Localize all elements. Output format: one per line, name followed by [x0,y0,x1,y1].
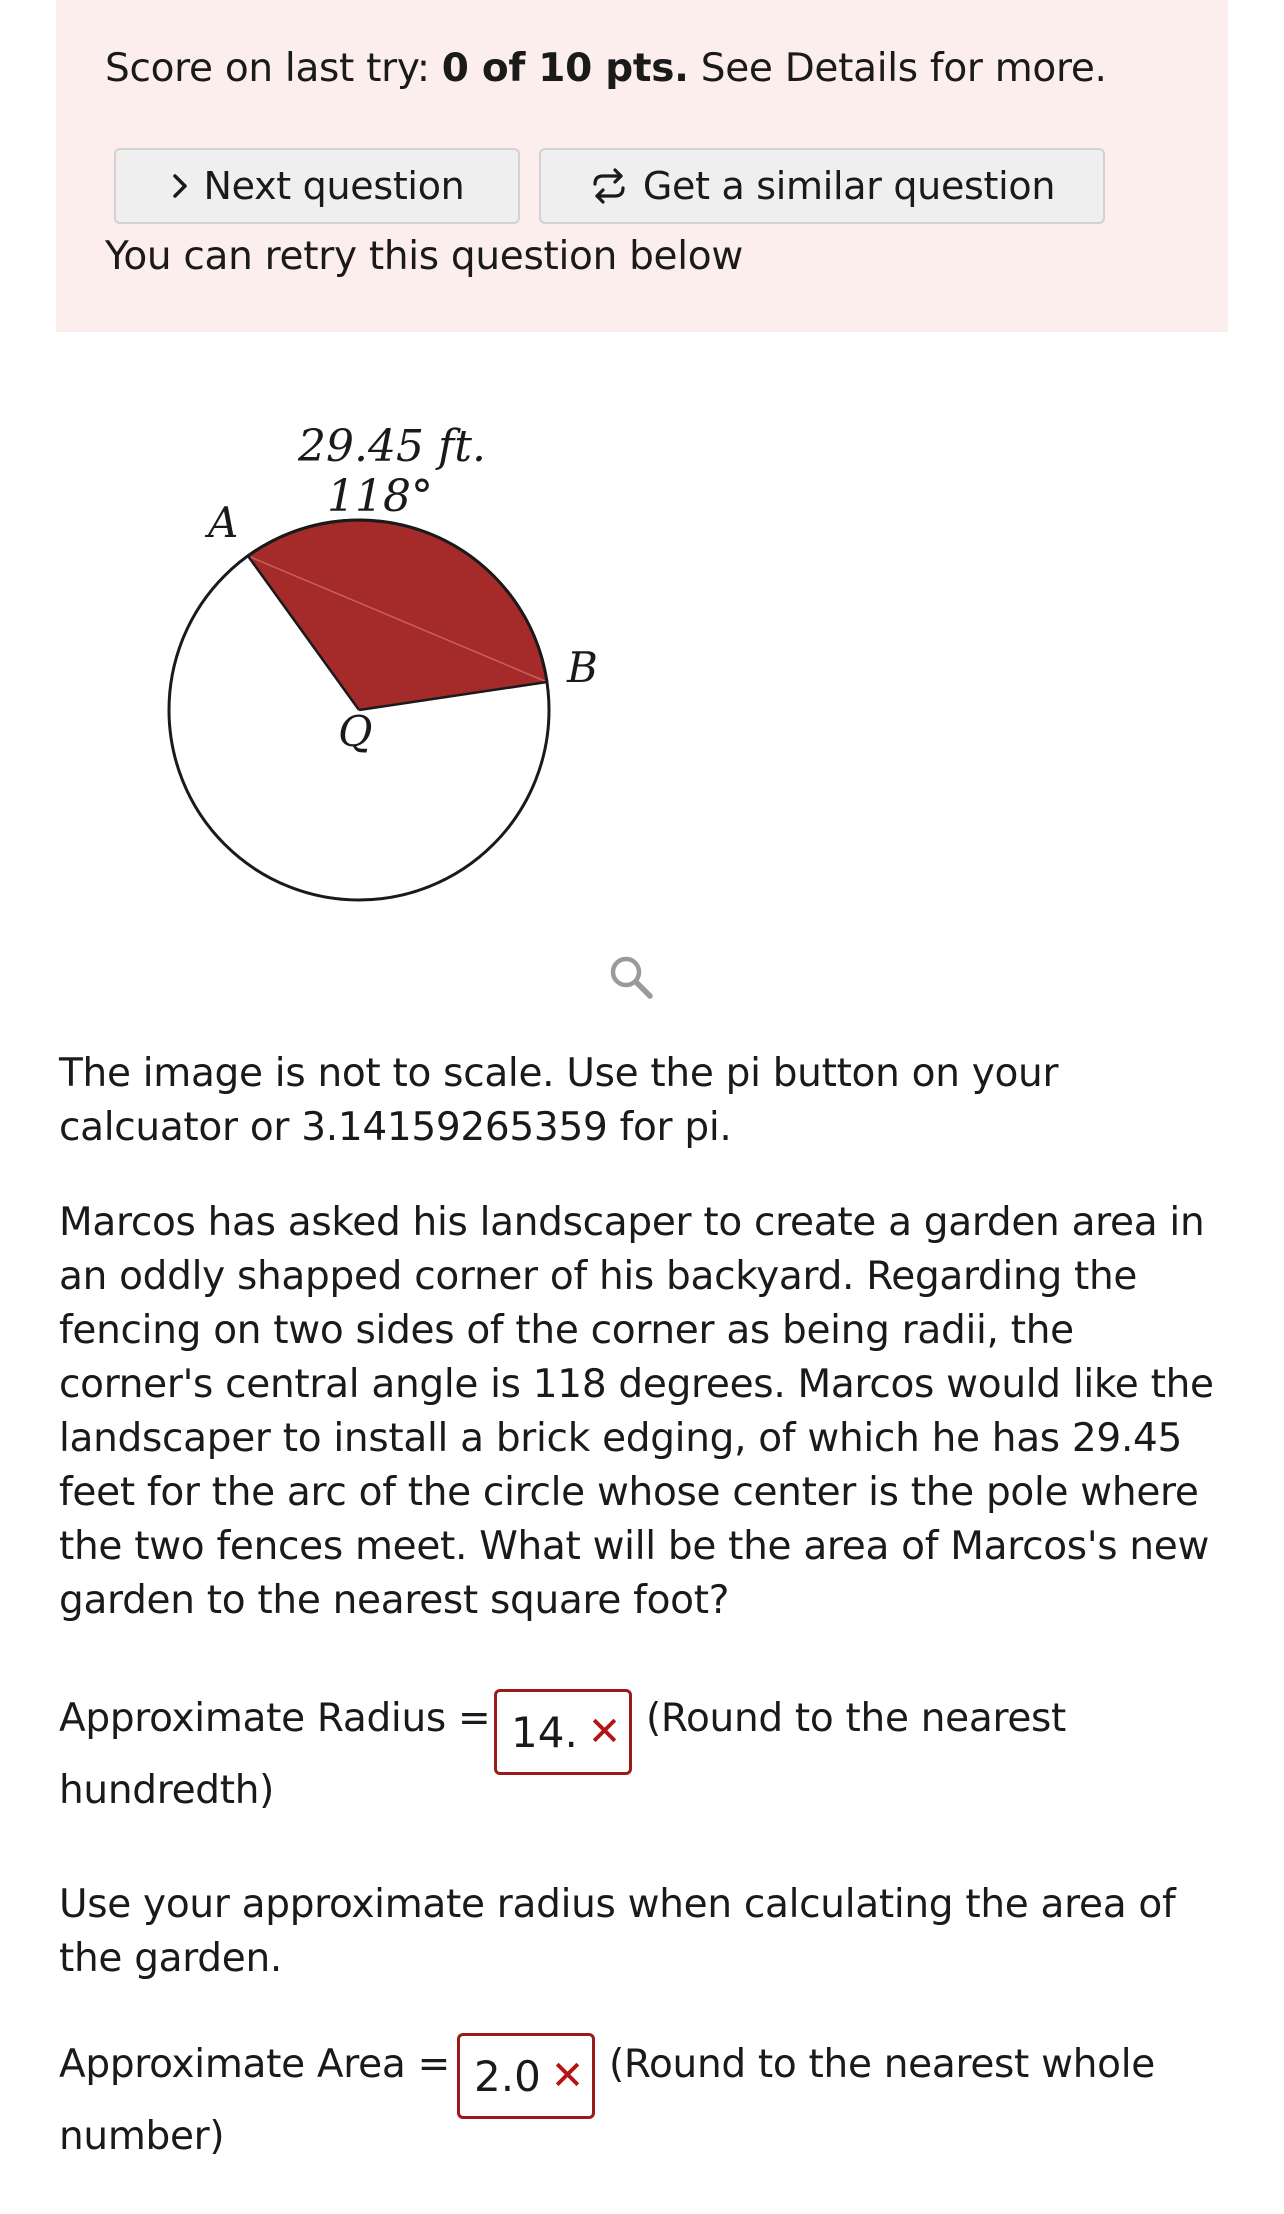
score-suffix: See Details for more. [688,46,1107,91]
similar-question-button[interactable] [539,148,1105,224]
area-answer-field[interactable] [457,2033,595,2119]
radius-answer-field[interactable] [494,1689,632,1775]
next-question-button[interactable] [114,148,520,224]
area-hint-continued: number) [59,2114,225,2159]
x-icon: ✕ [587,1709,622,1755]
magnifier-icon[interactable] [606,952,658,1008]
area-label: Approximate Area = [59,2042,450,2087]
radius-instruction: Use your approximate radius when calculating the area of the garden. [59,1882,1176,1981]
angle-label: 118° [327,471,433,522]
x-icon: ✕ [550,2053,585,2099]
next-question-label: Next question [203,164,465,208]
point-a-label: A [208,498,239,547]
radius-label: Approximate Radius = [59,1696,491,1741]
question-body: Marcos has asked his landscaper to create a garden area in an oddly shapped corner of his backyard. Regarding the fencing on two sides of the corner as being radii, the corner's central angle is 118 degrees. Marcos would like the landscaper to install a brick edging, of which he has 29.45 feet for the arc of the circle whose center is the pole where the two fences meet. What will be the area of Marcos's new garden to the nearest square foot? [59,1200,1214,1623]
score-value: 0 of 10 pts. [441,46,689,91]
arc-length-label: 29.45 ft. [298,421,486,472]
point-b-label: B [567,643,598,692]
repeat-icon [589,166,629,206]
radius-hint: (Round to the nearest [646,1696,1067,1741]
retry-text: You can retry this question below [105,234,743,279]
scale-note: The image is not to scale. Use the pi button on your calcuator or 3.14159265359 for pi. [59,1051,1059,1150]
radius-hint-continued: hundredth) [59,1768,275,1813]
score-text [105,46,1107,91]
area-answer-value: 2.0 [474,2051,541,2101]
area-hint: (Round to the nearest whole [609,2042,1155,2087]
radius-answer-value: 14. [511,1707,578,1757]
circle-sector-figure [140,400,600,920]
chevron-right-icon [170,171,190,201]
similar-question-label: Get a similar question [642,164,1056,208]
center-q-label: Q [338,707,373,756]
score-prefix: Score on last try: [105,46,442,91]
